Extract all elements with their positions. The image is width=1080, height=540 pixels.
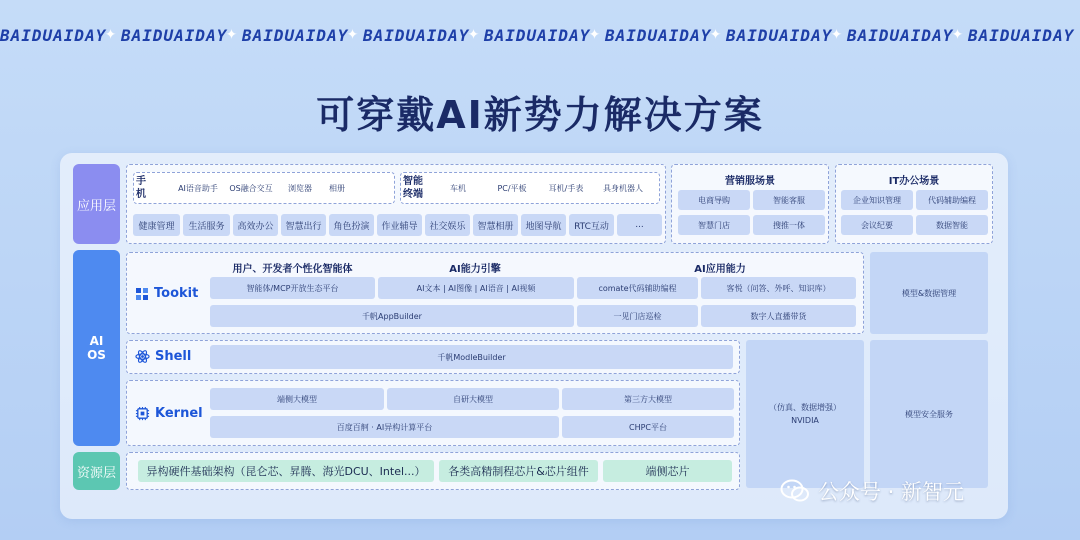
tookit-label [135,286,198,301]
it-office-cell: 会议纪要 [841,215,913,235]
terminal-item: 具身机器人 [603,183,643,193]
comate-cell: comate代码辅助编程 [577,277,698,299]
top-banner [0,20,1080,50]
tookit-col2-header: AI能力引擎 [449,264,501,275]
phone-item: 浏览器 [288,183,312,193]
self-model-cell: 自研大模型 [387,388,559,410]
it-office-cell: 代码辅助编程 [916,190,988,210]
banner-word: BAIDUAIDAY [847,25,954,45]
baige-cell: 百度百舸 · AI异构计算平台 [210,416,559,438]
service-cell: 社交娱乐 [425,214,470,236]
model-security-box: 模型安全服务 [870,340,988,488]
store-patrol-cell: 一见门店巡检 [577,305,698,327]
service-cell: 地图导航 [521,214,566,236]
terminal-item: 耳机/手表 [548,183,584,193]
chpc-cell: CHPC平台 [562,416,734,438]
sparkle-icon: ✦ [104,27,117,43]
resource-cell: 异构硬件基础架构（昆仑芯、昇腾、海光DCU、Intel...） [138,460,434,482]
marketing-cell: 电商导购 [678,190,750,210]
ai-os-text-1: AI [89,334,104,348]
service-cell: 高效办公 [233,214,278,236]
app-layer-label [73,164,120,244]
it-office-cell: 企业知识管理 [841,190,913,210]
sparkle-icon: ✦ [830,27,843,43]
digital-human-cell: 数字人直播带货 [701,305,856,327]
tookit-col3-header: AI应用能力 [694,264,746,275]
ai-engine-cell: AI文本 | AI图像 | AI语音 | AI视频 [378,277,574,299]
terminal-item: 车机 [450,183,466,193]
tookit-name: Tookit [154,286,199,301]
service-cell: 作业辅导 [377,214,422,236]
resource-cell: 端侧芯片 [603,460,732,482]
phone-item: OS融合交互 [229,183,273,193]
nvidia-line2: NVIDIA [791,416,819,425]
it-office-cell: 数据智能 [916,215,988,235]
banner-word: BAIDUAIDAY [121,25,228,45]
shell-name: Shell [155,349,192,364]
terminal-item: PC/平板 [497,183,527,193]
service-cell: 智慧出行 [281,214,326,236]
banner-word: BAIDUAIDAY [363,25,470,45]
watermark-text: 公众号 · 新智元 [818,480,965,504]
atom-icon [135,349,150,364]
sparkle-icon: ✦ [467,27,480,43]
service-cell: 生活服务 [183,214,230,236]
marketing-title: 营销服场景 [725,176,775,187]
banner-word: BAIDUAIDAY [0,25,107,45]
wechat-icon [780,478,810,504]
sparkle-icon: ✦ [951,27,964,43]
edge-model-cell: 端侧大模型 [210,388,384,410]
ai-os-layer-label [73,250,120,446]
terminal-label: 智能终端 [403,176,423,200]
third-model-cell: 第三方大模型 [562,388,734,410]
it-office-title: IT办公场景 [888,176,940,187]
nvidia-box [746,340,864,488]
ai-os-text-2: OS [87,348,106,362]
phone-label: 手机 [136,176,146,200]
appbuilder-cell: 千帆AppBuilder [210,305,574,327]
service-cell: 智慧相册 [473,214,518,236]
app-layer-text: 应用层 [76,198,116,214]
service-cell: RTC互动 [569,214,614,236]
modelbuilder-cell: 千帆ModleBuilder [210,345,733,369]
resource-cell: 各类高精制程芯片&芯片组件 [439,460,598,482]
banner-word: BAIDUAIDAY [968,25,1075,45]
kefu-cell: 客悦（问答、外呼、知识库） [701,277,856,299]
sparkle-icon: ✦ [346,27,359,43]
tookit-col1-header: 用户、开发者个性化智能体 [232,264,353,275]
service-cell: 角色扮演 [329,214,374,236]
kernel-name: Kernel [155,406,203,421]
phone-item: AI语音助手 [178,183,218,193]
resource-layer-label [73,452,120,490]
tookit-icon [135,287,149,301]
resource-layer-text: 资源层 [76,465,116,481]
model-data-box: 模型&数据管理 [870,252,988,334]
kernel-label [135,406,203,421]
agent-platform-cell: 智能体/MCP开放生态平台 [210,277,375,299]
banner-word: BAIDUAIDAY [242,25,349,45]
marketing-cell: 智慧门店 [678,215,750,235]
page-title: 可穿戴AI新势力解决方案 [316,93,764,137]
sparkle-icon: ✦ [225,27,238,43]
banner-word: BAIDUAIDAY [484,25,591,45]
watermark [780,476,964,506]
chip-icon [135,406,150,421]
nvidia-line1: （仿真、数据增强） [769,403,841,412]
service-cell: ... [617,214,662,236]
banner-word: BAIDUAIDAY [726,25,833,45]
phone-item: 相册 [329,183,345,193]
marketing-cell: 智能客服 [753,190,825,210]
shell-label [135,349,191,364]
marketing-cell: 搜推一体 [753,215,825,235]
service-cell: 健康管理 [133,214,180,236]
sparkle-icon: ✦ [709,27,722,43]
banner-word: BAIDUAIDAY [605,25,712,45]
sparkle-icon: ✦ [588,27,601,43]
